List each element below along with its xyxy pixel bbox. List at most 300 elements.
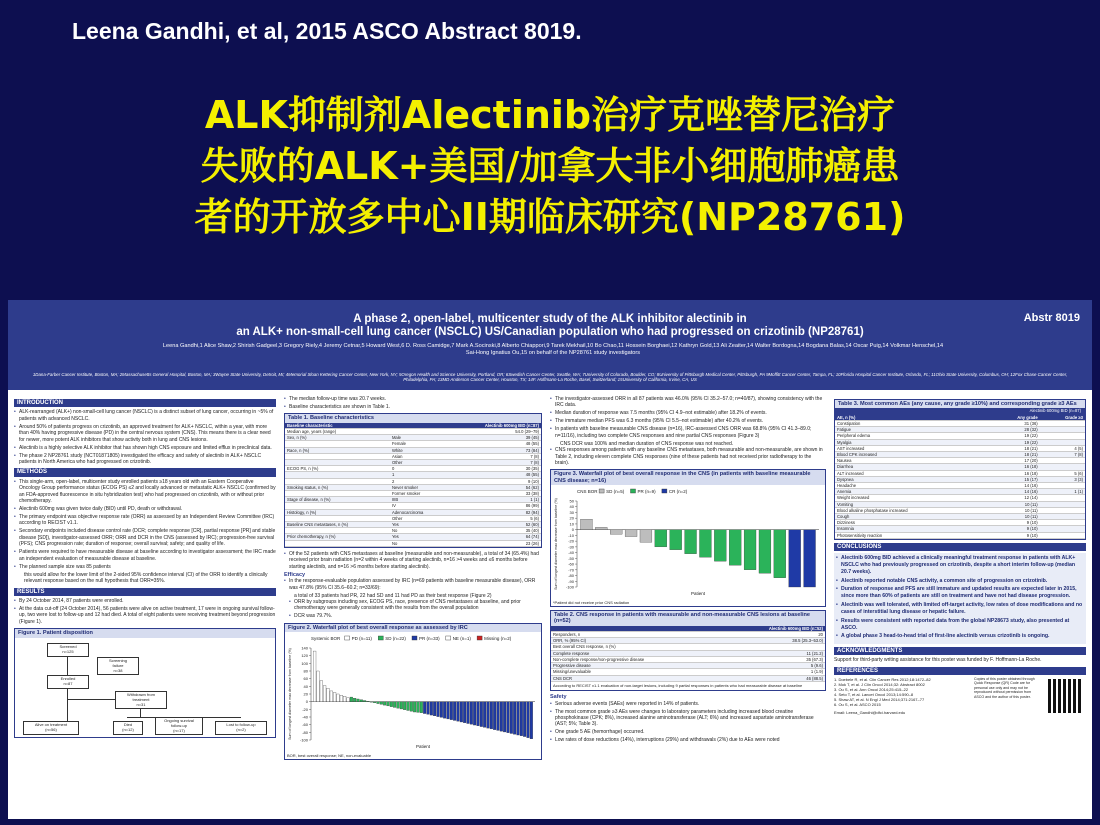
table-cell: 10 (11)	[989, 501, 1040, 507]
bar	[420, 702, 423, 713]
connector-line	[127, 717, 241, 718]
bar	[410, 702, 413, 712]
y-tick-label: -60	[568, 561, 574, 567]
bar	[363, 701, 366, 702]
bullet: • Duration of response and PFS are still immature and updated results are expected later in 2015, since more than 60% of patients are still on treatment and have not had disease progression.	[841, 586, 1084, 600]
table-cell: Histology, n (%)	[285, 509, 390, 515]
bar	[655, 530, 667, 547]
section-heading: INTRODUCTION	[14, 399, 276, 407]
bullet: • The primary endpoint was objective response rate (ORR) as assessed by an Independent Review Committee (IRC) according to RECIST v1.1.	[19, 514, 276, 527]
table-cell: 4 (5)	[1040, 445, 1085, 451]
table-cell: Missing/unevaluable	[551, 669, 721, 675]
reference-item: 1. Doebele R, et al. Clin Cancer Res 2012;18:1472–82	[834, 677, 931, 683]
y-tick-label: 50	[569, 498, 574, 504]
table-cell: Progressive disease	[551, 663, 721, 669]
x-axis-label: Patient	[690, 591, 706, 597]
bar	[340, 695, 343, 702]
figure-3	[550, 469, 826, 607]
table-cell: 5 (6)	[447, 515, 541, 521]
bar	[580, 520, 592, 530]
poster-title-line: A phase 2, open-label, multicenter study of the ALK inhibitor alectinib in	[353, 313, 747, 325]
y-tick-label: 20	[303, 691, 308, 697]
table-cell: Non-complete response/non-progressive disease	[551, 656, 721, 662]
bar	[744, 530, 756, 570]
slide-title	[20, 90, 1080, 243]
table-1	[284, 413, 542, 547]
bar	[387, 702, 390, 706]
bar	[714, 530, 726, 562]
legend-swatch	[412, 636, 417, 640]
y-tick-label: -100	[299, 737, 308, 743]
table-subheader: Alectinib 600mg BID (n=87)	[835, 408, 1085, 414]
bullet: • Patients were required to have measurable disease at baseline according to investigator assessment; the IRC made an independent evaluation of measurable disease at baseline.	[19, 549, 276, 562]
table-cell: 1 (1.9)	[721, 669, 825, 675]
abstract-number: Abstr 8019	[1023, 312, 1080, 324]
table-title: Table 2. CNS response in patients with measurable and non-measurable CNS lesions at baseline (n=52)	[551, 611, 825, 626]
table-cell: AST increased	[835, 445, 989, 451]
table-cell: 48 (55)	[447, 472, 541, 478]
table-cell: 1	[390, 472, 447, 478]
table-cell: Prior chemotherapy, n (%)	[285, 534, 390, 540]
poster-image	[8, 300, 1092, 819]
bar	[493, 702, 496, 730]
reference-item: 4. Seto T, et al. Lancet Oncol 2013;14:590–8	[834, 692, 914, 698]
legend-label: NE (n=1)	[452, 636, 471, 642]
y-tick-label: 20	[569, 515, 574, 521]
bar	[367, 701, 370, 702]
y-tick-label: -80	[302, 729, 308, 735]
table-cell: 3 (3)	[1040, 476, 1085, 482]
table-cell: Headache	[835, 483, 989, 489]
bar	[403, 702, 406, 710]
legend-swatch	[599, 489, 604, 493]
table-cell: 16 (18)	[989, 470, 1040, 476]
bullet: • Of the 52 patients with CNS metastases at baseline (measurable and non-measurable), a total of 34 (65.4%) had received prior brain radiation (n=2 within 4 weeks of starting alectinib, n=16 >4 weeks and ≤6 months before starting alectinib, and n=16 >6 months before starting alectinib).	[289, 551, 542, 570]
table-cell: No	[390, 528, 447, 534]
investigator-orr-text	[550, 396, 826, 466]
slide-title-line: ALK抑制剂Alectinib治疗克唑替尼治疗	[204, 93, 896, 137]
poster-title-line: an ALK+ non-small-cell lung cancer (NSCLC) US/Canadian population who had progressed on crizotinib (NP28761)	[236, 326, 864, 338]
bar	[350, 697, 353, 702]
bullet: • The median follow-up time was 20.7 weeks.	[289, 396, 542, 402]
cns-response-table	[551, 626, 825, 682]
bar	[377, 702, 380, 704]
y-tick-label: -40	[302, 714, 308, 720]
bar	[470, 702, 473, 725]
bar	[610, 530, 622, 535]
section-heading: ACKNOWLEDGMENTS	[834, 647, 1086, 655]
table-cell: 19 (22)	[989, 439, 1040, 445]
table-cell: Blood CPK increased	[835, 452, 989, 458]
table-cell: White	[390, 447, 447, 453]
table-cell: ORR, % (95% CI)	[551, 638, 721, 644]
bar	[407, 702, 410, 711]
bar	[393, 702, 396, 708]
table-cell: 9 (10)	[989, 520, 1040, 526]
table-cell: 86 (99)	[447, 503, 541, 509]
followup-text	[284, 396, 542, 410]
bar	[490, 702, 493, 729]
y-axis-label: Sum of longest diameter max decrease from baseline (%)	[554, 498, 558, 591]
bar	[343, 696, 346, 701]
table-cell: Diarrhea	[835, 464, 989, 470]
table-cell: 2	[390, 478, 447, 484]
poster-column-1	[14, 396, 276, 815]
efficacy-text	[284, 578, 542, 620]
legend-swatch	[662, 489, 667, 493]
figure-2	[284, 623, 542, 760]
flow-died: Died (n=12)	[113, 721, 143, 735]
bar	[759, 530, 771, 574]
flow-screened: Screened n=125	[47, 643, 89, 657]
poster-title	[128, 313, 972, 339]
bullet: • Alectinib is a highly selective ALK inhibitor that has shown high CNS exposure and limited efflux in preclinical data.	[19, 445, 276, 451]
bullet: • At the data cut-off (24 October 2014), 56 patients were alive on active treatment, 17 were in ongoing survival follow-up, two were lost to follow-up and 12 had died. A total of eight patients were receiving treatment beyond progression (Figure 1).	[19, 606, 276, 625]
section-heading: REFERENCES	[834, 667, 1086, 675]
bar	[317, 671, 320, 702]
table-cell: ALT increased	[835, 470, 989, 476]
y-tick-label: 30	[569, 510, 574, 516]
table-cell: 20	[721, 632, 825, 638]
table-header: Alectinib 600mg BID (n=52)	[721, 626, 825, 632]
bar	[625, 530, 637, 537]
section-heading: RESULTS	[14, 588, 276, 596]
figure-1	[14, 628, 276, 738]
bar	[463, 702, 466, 723]
flow-ongoing: Ongoing survival follow-up (n=17)	[155, 717, 203, 735]
bar	[507, 702, 510, 733]
acknowledgments-text: Support for third-party writing assistance for this poster was funded by F. Hoffmann-La Roche.	[834, 657, 1042, 664]
bullet: • Median duration of response was 7.5 months (95% CI 4.9–not estimable) after 18.2% of events.	[555, 410, 826, 416]
ae-table	[835, 415, 1085, 539]
bar	[729, 530, 741, 566]
bar	[527, 702, 530, 738]
y-tick-label: -60	[302, 722, 308, 728]
bar	[513, 702, 516, 735]
y-tick-label: 0	[305, 699, 308, 705]
table-cell: Adenocarcinoma	[390, 509, 447, 515]
bullet: • The immature median PFS was 6.3 months (95% CI 5.5–not estimable) after 40.2% of events.	[555, 418, 826, 424]
slide-title-line: 者的开放多中心II期临床研究(NP28761)	[194, 195, 906, 239]
y-tick-label: -10	[568, 533, 574, 539]
table-cell: Weight increased	[835, 495, 989, 501]
table-cell: 17 (20)	[989, 458, 1040, 464]
bar	[487, 702, 490, 728]
figure-title: Figure 1. Patient disposition	[15, 629, 275, 637]
table-cell: 9 (10)	[989, 532, 1040, 538]
bar	[523, 702, 526, 737]
bar	[427, 702, 430, 715]
table-cell: Stage of disease, n (%)	[285, 497, 390, 503]
table-cell: 35 (67.3)	[721, 656, 825, 662]
table-cell: 31 (36)	[989, 421, 1040, 427]
figure-title: Figure 3. Waterfall plot of best overall response in the CNS (in patients with baseline measurable CNS disease; n=16)	[551, 470, 825, 485]
table-3	[834, 399, 1086, 540]
connector-line	[68, 699, 115, 700]
table-cell: Former smoker	[390, 491, 447, 497]
table-cell: Fatigue	[835, 427, 989, 433]
sub-bullet: this would allow for the lower limit of the 2-sided 95% confidence interval (CI) of the ORR to identify a clinically relevant response based on the null hypothesis that ORR=35%.	[24, 571, 268, 585]
table-header: AE, n (%)	[835, 415, 989, 421]
y-tick-label: -20	[568, 538, 574, 544]
table-cell: Race, n (%)	[285, 447, 390, 453]
table-cell: 0	[390, 466, 447, 472]
bullet: • Alectinib 600mg was given twice daily (BID) until PD, death or withdrawal.	[19, 506, 276, 512]
connector-line	[67, 657, 68, 675]
legend-swatch	[378, 636, 383, 640]
bar	[313, 651, 316, 702]
y-tick-label: 100	[301, 660, 308, 666]
table-cell: Myalgia	[835, 439, 989, 445]
table-cell: 48 (55)	[447, 441, 541, 447]
bullet: • The phase 2 NP28761 study (NCT01871805) investigated the efficacy and safety of alectinib in ALK+ NSCLC patients in North America who had progressed on crizotinib.	[19, 453, 276, 466]
poster-column-2	[284, 396, 542, 815]
bullet: • The investigator-assessed ORR in all 87 patients was 46.0% (95% CI 35.2–57.0; n=40/87), showing consistency with the IRC data.	[555, 396, 826, 409]
table-cell: 9 (10)	[447, 478, 541, 484]
bullet: • Alectinib 600mg BID achieved a clinically meaningful treatment response in patients with ALK+ NSCLC who had previously progressed on crizotinib, despite a short interim follow-up (median 20.7 weeks).	[841, 555, 1084, 576]
bullet: • One grade 5 AE (hemorrhage) occurred.	[555, 729, 826, 735]
baseline-table	[285, 423, 541, 547]
connector-line	[67, 689, 68, 721]
conclusions-text	[834, 553, 1086, 644]
bar	[417, 702, 420, 713]
bar	[397, 702, 400, 709]
table-footnote: According to RECIST v1.1 evaluation of non-target lesions, including 9 partial responses in patients who had measurable disease at baseline	[553, 682, 803, 688]
table-cell: 28 (32)	[989, 427, 1040, 433]
safety-heading: Safety	[550, 694, 567, 701]
table-cell: Insomnia	[835, 526, 989, 532]
sub-bullet: • ORR by subgroups including sex, ECOG PS, race, presence of CNS metastases at baseline, and prior chemotherapy were generally consistent with the results from the overall population	[294, 599, 542, 612]
bar	[497, 702, 500, 731]
methods-text	[14, 479, 276, 585]
bar	[327, 688, 330, 701]
table-cell: 30 (35)	[447, 466, 541, 472]
bullet: • Around 50% of patients progress on crizotinib, an approved treatment for ALK+ NSCLC, within a year, with more than 40% having progressive disease (PD) in the central nervous system (CNS). This means there is a clear need for newer, more potent ALK inhibitors that show activity both in lung and CNS lesions.	[19, 424, 276, 443]
y-tick-label: 80	[303, 668, 308, 674]
bullet: • This single-arm, open-label, multicenter study enrolled patients ≥18 years old with an Eastern Cooperative Oncology Group performance status (ECOG PS) ≤2 and locally advanced or metastatic ALK+ NSCLC (confirmed by an FDA-approved fluorescence in situ hybridization test) who had progressed on crizotinib, with or without prior chemotherapy.	[19, 479, 276, 505]
references-list	[834, 677, 964, 715]
legend-label: CNS BOR	[577, 489, 598, 495]
bar	[520, 702, 523, 736]
y-axis-label: Sum of longest diameter max decrease from baseline (%)	[288, 648, 292, 740]
bullet: • Alectinib reported notable CNS activity, a common site of progression on crizotinib.	[841, 578, 1084, 585]
bar	[357, 699, 360, 702]
table-cell: 33 (38)	[447, 491, 541, 497]
table-cell: 9 (10)	[989, 526, 1040, 532]
legend-swatch	[345, 636, 350, 640]
bar	[337, 694, 340, 702]
table-cell: 7 (8)	[447, 460, 541, 466]
table-header: Alectinib 600mg BID (n=87)	[447, 423, 541, 429]
table-cell: 1 (1)	[1040, 489, 1085, 495]
legend-label: SD (n=22)	[385, 636, 406, 642]
y-tick-label: -30	[568, 544, 574, 550]
table-cell: Dyspnea	[835, 476, 989, 482]
table-cell: Male	[390, 435, 447, 441]
y-tick-label: 120	[301, 653, 308, 659]
flow-screen-failure: Screening failure n=38	[97, 657, 139, 675]
y-tick-label: -40	[568, 550, 574, 556]
bullet: • In patients with baseline measurable CNS disease (n=16), IRC-assessed CNS ORR was 68.8% (95% CI 41.3–89.0; n=11/16), including two complete CNS responses and nine partial CNS responses (Figure 3)	[555, 426, 826, 439]
poster-header	[8, 300, 1092, 390]
connector-line	[140, 709, 141, 717]
table-cell: 15 (17)	[989, 476, 1040, 482]
waterfall-chart-irc	[285, 632, 541, 750]
table-cell: Blood alkaline phosphatase increased	[835, 507, 989, 513]
bar	[510, 702, 513, 734]
table-cell: 14 (16)	[989, 483, 1040, 489]
legend-label: PR (n=33)	[419, 636, 440, 642]
bar	[460, 702, 463, 722]
figure-footnote: *Patient did not receive prior CNS radiation	[553, 599, 630, 605]
table-title: Table 1. Baseline characteristics	[285, 414, 541, 422]
flow-enrolled: Enrolled n=87	[47, 675, 89, 689]
bullet: • Secondary endpoints included disease control rate (DCR; complete response [CR], partial response [PR] and stable disease [SD]), investigator-assessed ORR; ORR and DCR in the CNS (assessed by IRC); progression-free survival (PFS); CNS progression rate; duration of response; overall survival; safety; and quality of life.	[19, 528, 276, 547]
y-tick-label: 60	[303, 676, 308, 682]
legend-label: SD (n=5)	[606, 489, 625, 495]
table-cell: Yes	[390, 522, 447, 528]
bar	[400, 702, 403, 709]
bar	[380, 702, 383, 705]
table-cell: 73 (84)	[447, 447, 541, 453]
slide-title-line: 失败的ALK+美国/加拿大非小细胞肺癌患	[200, 144, 900, 188]
bullet: • Serious adverse events (SAEs) were reported in 14% of patients.	[555, 701, 826, 707]
bar	[595, 528, 607, 530]
bar	[413, 702, 416, 712]
bullet: • Alectinib was well tolerated, with limited off-target activity, low rates of dose modifications and no cases of interstitial lung disease or hepatic failure.	[841, 602, 1084, 616]
bar	[373, 702, 376, 703]
table-cell: IV	[390, 503, 447, 509]
cns-met-text	[284, 551, 542, 570]
bar	[483, 702, 486, 728]
bar	[457, 702, 460, 722]
table-cell: Never smoker	[390, 484, 447, 490]
bar	[320, 681, 323, 702]
table-row	[835, 532, 1085, 538]
section-heading: METHODS	[14, 468, 276, 476]
bullet: • Results were consistent with reported data from the global NP28673 study, also presented at ASCO.	[841, 618, 1084, 632]
table-cell: 52 (60)	[447, 522, 541, 528]
table-2	[550, 610, 826, 691]
table-cell: 1 (1)	[447, 497, 541, 503]
bar	[390, 702, 393, 707]
bar	[330, 691, 333, 702]
bar	[423, 702, 426, 714]
reference-item: 6. Ou S, et al. ASCO 2015	[834, 702, 881, 708]
table-cell: 5 (9.6)	[721, 663, 825, 669]
bar	[353, 698, 356, 701]
table-cell: 16 (18)	[989, 464, 1040, 470]
bar	[453, 702, 456, 721]
table-cell: Peripheral edema	[835, 433, 989, 439]
bar	[477, 702, 480, 726]
bar	[503, 702, 506, 732]
bar	[450, 702, 453, 720]
legend-label: PD (n=11)	[351, 636, 372, 642]
legend-swatch	[446, 636, 451, 640]
legend-label: Missing (n=2)	[484, 636, 512, 642]
bullet: • ALK-rearranged (ALK+) non-small-cell lung cancer (NSCLC) is a distinct subset of lung cancer, occurring in ~5% of patients with advanced NSCLC.	[19, 409, 276, 422]
table-cell: Dizziness	[835, 520, 989, 526]
y-tick-label: 140	[301, 645, 308, 651]
bullet: • In the response-evaluable population assessed by IRC (n=69 patients with baseline measurable disease), ORR was 47.8% (95% CI 35.6–60.2; n=33/69):	[289, 578, 542, 591]
table-cell: 10 (11)	[989, 514, 1040, 520]
table-cell: Nausea	[835, 458, 989, 464]
table-cell: 82 (94)	[447, 509, 541, 515]
y-tick-label: -90	[568, 579, 574, 585]
bar	[480, 702, 483, 727]
table-cell: 64 (74)	[447, 534, 541, 540]
results-text	[14, 598, 276, 625]
bar	[670, 530, 682, 550]
y-tick-label: -70	[568, 567, 574, 573]
legend-label: CR (n=2)	[668, 489, 688, 495]
bar	[447, 702, 450, 719]
table-cell: 5 (6)	[1040, 470, 1085, 476]
table-cell: 10 (11)	[989, 507, 1040, 513]
table-cell: Photosensitivity reaction	[835, 532, 989, 538]
table-cell: 54.0 (29–79)	[447, 429, 541, 435]
bar	[467, 702, 470, 724]
poster-column-4	[834, 396, 1086, 815]
poster-affiliations: 1Dana-Farber Cancer Institute, Boston, MA; 2Massachusetts General Hospital, Boston, MA; 3Wayne State University, Detroit, MI; 4Memorial Sloan Kettering Cancer Center, New York, NY; 5Oregon Health and Science University, Portland, OR; 6Swedish Cancer Center, Seattle, WA; 7University of Colorado, Boulder, CO; 8University of Pittsburgh Medical Center, Pittsburgh, PA 9Moffitt Cancer Center, Tampa, FL; 10Florida Hospital Cancer Institute, Orlando, FL; 11Ohio State University, Columbus, OH; 12Fox Chase Cancer Center, Philadelphia, PA; 13MD Anderson Cancer Center, Houston, TX; 14F. Hoffmann-La Roche, Basel, Switzerland; 15University of California, Irvine, CA, US	[32, 372, 1068, 383]
poster-column-3	[550, 396, 826, 815]
table-cell: 19 (22)	[989, 433, 1040, 439]
bar	[530, 702, 533, 739]
intro-text	[14, 409, 276, 465]
table-cell: 39 (45)	[447, 435, 541, 441]
y-tick-label: -100	[565, 584, 574, 590]
y-tick-label: 0	[571, 527, 574, 533]
table-cell: Sex, n (%)	[285, 435, 390, 441]
figure-title: Figure 2. Waterfall plot of best overall response as assessed by IRC	[285, 624, 541, 632]
sub-bullet: • DCR was 79.7%.	[294, 613, 542, 619]
y-tick-label: -80	[568, 573, 574, 579]
bar	[685, 530, 697, 554]
bullet: • Low rates of dose reductions (14%), interruptions (29%) and withdrawals (2%) due to AEs were noted	[555, 737, 826, 743]
bar	[323, 686, 326, 702]
table-cell: CNS DCR	[551, 675, 721, 681]
table-cell: 46 (88.5)	[721, 675, 825, 681]
y-tick-label: 10	[569, 521, 574, 527]
table-cell: Median age, years (range)	[285, 429, 390, 435]
qr-note: Copies of this poster obtained through Quick Response (QR) Code are for personal use only and may not be reproduced without permission from ASCO and the author of this poster.	[974, 677, 1035, 699]
bar	[370, 702, 373, 703]
bar	[333, 693, 336, 702]
table-cell: 14 (16)	[989, 489, 1040, 495]
bar	[774, 530, 786, 578]
bar	[347, 698, 350, 702]
sub-bullet: a total of 33 patients had PR, 22 had SD and 11 had PD as their best response (Figure 2)	[294, 592, 492, 599]
table-header: Any grade	[989, 415, 1040, 421]
bar	[443, 702, 446, 718]
table-cell: Cough	[835, 514, 989, 520]
bar	[383, 702, 386, 705]
x-axis-label: Patient	[415, 744, 431, 750]
bar	[500, 702, 503, 732]
section-heading: CONCLUSIONS	[834, 543, 1086, 551]
table-cell: Anemia	[835, 489, 989, 495]
bullet: • By 24 October 2014, 87 patients were enrolled.	[19, 598, 276, 604]
y-tick-label: -50	[568, 556, 574, 562]
figure-footnote: BOR, best overall response; NE, non-evaluable	[287, 752, 372, 758]
table-cell: Smoking status, n (%)	[285, 484, 390, 490]
bar	[699, 530, 711, 558]
bullet: • The planned sample size was 85 patients	[19, 564, 276, 570]
bar	[804, 530, 816, 587]
table-title: Table 3. Most common AEs (any cause, any grade ≥10%) and corresponding grade ≥3 AEs	[835, 400, 1085, 408]
table-cell: Baseline CNS metastases, n (%)	[285, 522, 390, 528]
